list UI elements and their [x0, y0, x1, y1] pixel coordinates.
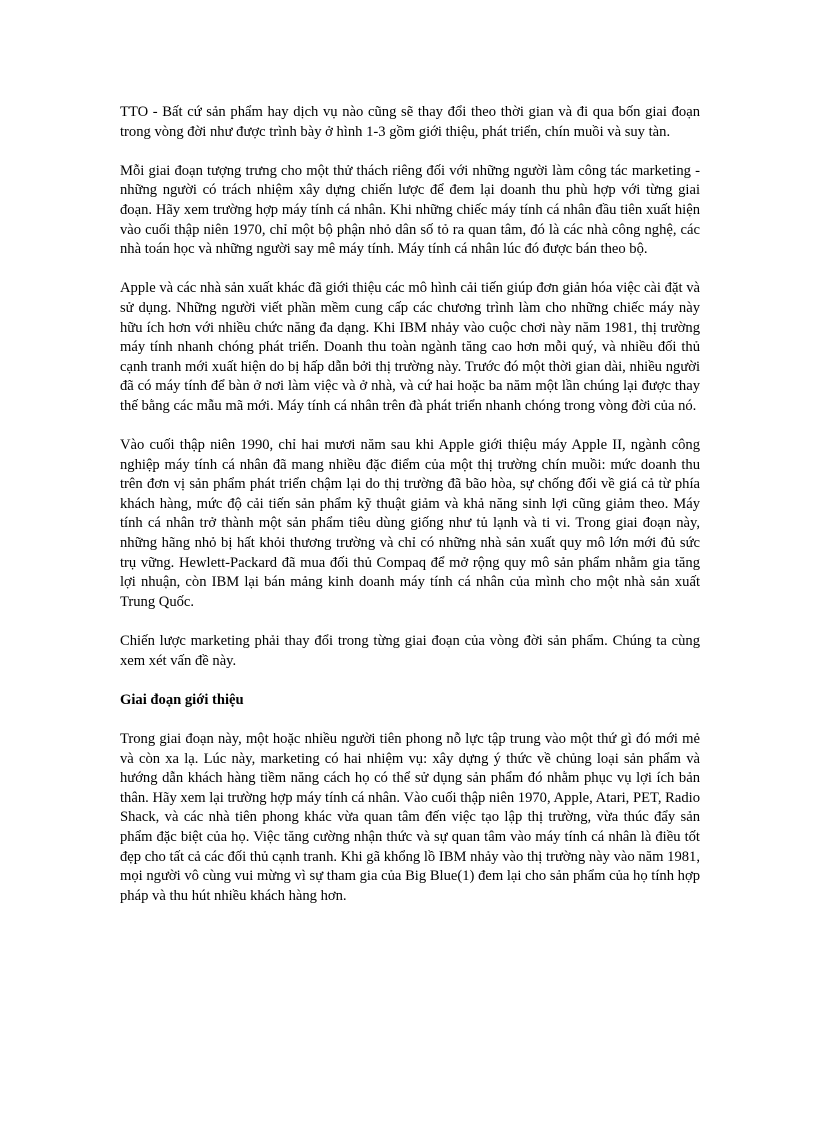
paragraph-introduction-stage: Trong giai đoạn này, một hoặc nhiều người tiên phong nỗ lực tập trung vào một thứ gì đó mới mẻ và còn xa lạ. Lúc này, marketing có hai nhiệm vụ: xây dựng ý thức về chủng loại sản phẩm và hướng dẫn khách hàng tiềm năng cách họ có thể sử dụng sản phẩm đó nhằm phục vụ lợi ích bản thân. Hãy xem lại trường hợp máy tính cá nhân. Vào cuối thập niên 1970, Apple, Atari, PET, Radio Shack, và các nhà tiên phong khác vừa quan tâm đến việc tạo lập thị trường, vừa thúc đẩy sản phẩm đặc biệt của họ. Việc tăng cường nhận thức và sự quan tâm vào máy tính cá nhân là điều tốt đẹp cho tất cả các đối thủ cạnh tranh. Khi gã khổng lồ IBM nhảy vào thị trường này vào năm 1981, mọi người vô cùng vui mừng vì sự tham gia của Big Blue(1) đem lại cho sản phẩm của họ tính hợp pháp và thu hút nhiều khách hàng hơn.: [120, 731, 700, 904]
section-heading: Giai đoạn giới thiệu: [120, 691, 244, 708]
paragraph-stages: Mỗi giai đoạn tượng trưng cho một thử thách riêng đối với những người làm công tác marketing - những người có trách nhiệm xây dựng chiến lược để đem lại doanh thu phù hợp với từng giai đoạn. Hãy xem trường hợp máy tính cá nhân. Khi những chiếc máy tính cá nhân đầu tiên xuất hiện vào cuối thập niên 1970, chỉ một bộ phận nhỏ dân số tỏ ra quan tâm, đó là các nhà công nghệ, các nhà toán học và những người say mê máy tính. Máy tính cá nhân lúc đó được bán theo bộ.: [120, 162, 700, 258]
paragraph-apple: Apple và các nhà sản xuất khác đã giới thiệu các mô hình cải tiến giúp đơn giản hóa việc cài đặt và sử dụng. Những người viết phần mềm cung cấp các chương trình làm cho những chiếc máy này hữu ích hơn với nhiều chức năng đa dạng. Khi IBM nhảy vào cuộc chơi này năm 1981, thị trường máy tính nhanh chóng phát triển. Doanh thu toàn ngành tăng cao hơn mỗi quý, và nhiều đối thủ cạnh tranh mới xuất hiện do bị hấp dẫn bởi thị trường này. Trước đó một thời gian dài, nhiều người đã có máy tính để bàn ở nơi làm việc và ở nhà, và cứ hai hoặc ba năm một lần chúng lại được thay thế bằng các mẫu mã mới. Máy tính cá nhân trên đà phát triển nhanh chóng trong vòng đời của nó.: [120, 280, 700, 414]
document-body: [120, 103, 700, 926]
paragraph-maturity: Vào cuối thập niên 1990, chỉ hai mươi năm sau khi Apple giới thiệu máy Apple II, ngành công nghiệp máy tính cá nhân đã mang nhiều đặc điểm của một thị trường chín muồi: mức doanh thu trên đơn vị sản phẩm phát triển chậm lại do thị trường đã bão hòa, sự chống đối về giá cả từ phía khách hàng, mức độ cải tiến sản phẩm kỹ thuật giảm và khả năng sinh lợi cũng giảm theo. Máy tính cá nhân trở thành một sản phẩm tiêu dùng giống như tủ lạnh và ti vi. Trong giai đoạn này, những hãng nhỏ bị hất khỏi thương trường và chỉ có những nhà sản xuất quy mô lớn mới đủ sức trụ vững. Hewlett-Packard đã mua đối thủ Compaq để mở rộng quy mô sản phẩm nhằm gia tăng lợi nhuận, còn IBM lại bán mảng kinh doanh máy tính cá nhân của mình cho một nhà sản xuất Trung Quốc.: [120, 437, 700, 610]
paragraph-intro: TTO - Bất cứ sản phẩm hay dịch vụ nào cũng sẽ thay đổi theo thời gian và đi qua bốn giai đoạn trong vòng đời như được trình bày ở hình 1-3 gồm giới thiệu, phát triển, chín muồi và suy tàn.: [120, 104, 700, 140]
paragraph-strategy: Chiến lược marketing phải thay đổi trong từng giai đoạn của vòng đời sản phẩm. Chúng ta cùng xem xét vấn đề này.: [120, 633, 700, 669]
